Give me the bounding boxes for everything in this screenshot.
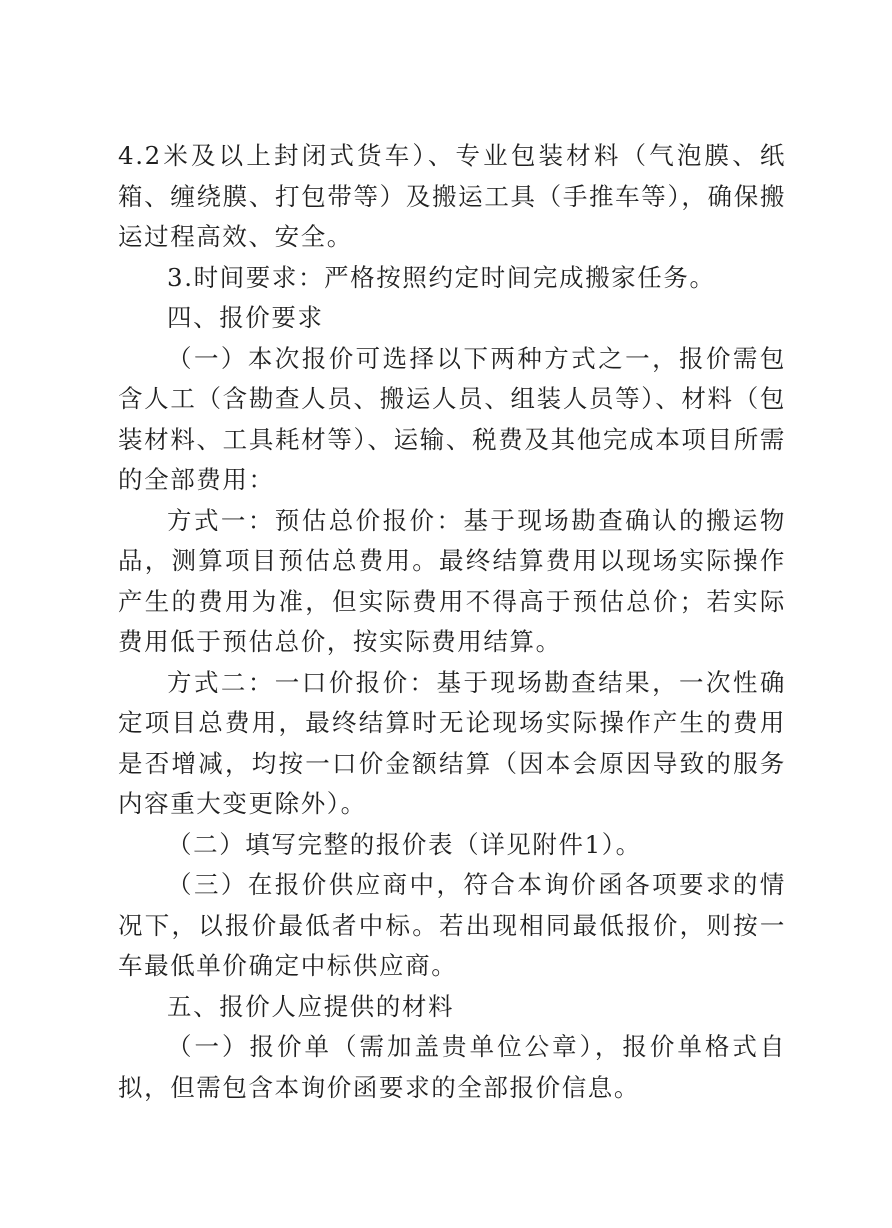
paragraph-quotation-form: （二）填写完整的报价表（详见附件1）。 <box>167 829 642 859</box>
section-heading-quotation-requirements: 四、报价要求 <box>167 303 324 332</box>
paragraph-method-one: 方式一：预估总价报价：基于现场勘查确认的搬运物品，测算项目预估总费用。最终结算费用以现场实际操作产生的费用为准，但实际费用不得高于预估总价；若实际费用低于预估总价，按实际费用结算。 <box>118 505 786 656</box>
paragraph-method-two: 方式二：一口价报价：基于现场勘查结果，一次性确定项目总费用，最终结算时无论现场实际操作产生的费用是否增减，均按一口价金额结算（因本会原因导致的服务内容重大变更除外）。 <box>118 667 786 818</box>
document-body <box>118 136 786 1108</box>
paragraph-time-requirement: 3.时间要求：严格按照约定时间完成搬家任务。 <box>167 262 716 292</box>
paragraph-quotation-methods: （一）本次报价可选择以下两种方式之一，报价需包含人工（含勘查人员、搬运人员、组装人员等）、材料（包装材料、工具耗材等）、运输、税费及其他完成本项目所需的全部费用： <box>118 343 786 494</box>
paragraph-vehicle-materials: 4.2米及以上封闭式货车）、专业包装材料（气泡膜、纸箱、缠绕膜、打包带等）及搬运工具（手推车等），确保搬运过程高效、安全。 <box>118 141 786 251</box>
paragraph-quotation-sheet: （一）报价单（需加盖贵单位公章），报价单格式自拟，但需包含本询价函要求的全部报价信息。 <box>118 1032 786 1102</box>
paragraph-lowest-bid-rule: （三）在报价供应商中，符合本询价函各项要求的情况下，以报价最低者中标。若出现相同最低报价，则按一车最低单价确定中标供应商。 <box>118 870 786 980</box>
section-heading-required-materials: 五、报价人应提供的材料 <box>167 991 455 1021</box>
